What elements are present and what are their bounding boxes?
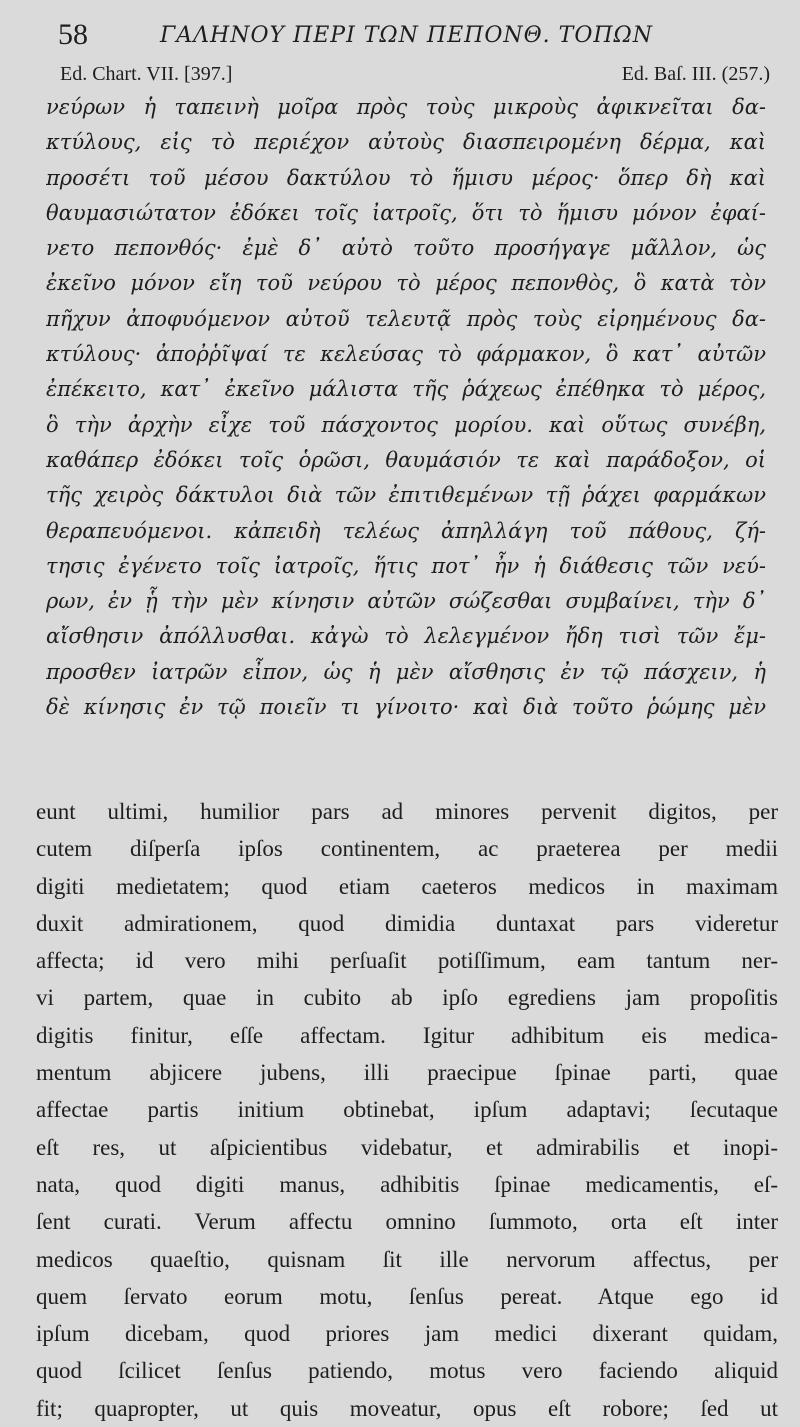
greek-text-line: νεύρων ἡ ταπεινὴ μοῖρα πρὸς τοὺς μικροὺς ἀφικνεῖται δα- xyxy=(46,95,766,119)
running-title: ΓΑΛΗΝΟΥ ΠΕΡΙ ΤΩΝ ΠΕΠΟΝΘ. ΤΟΠΩΝ xyxy=(160,23,654,48)
latin-text-line: vi partem, quae in cubito ab ipſo egrediens jam propoſitis xyxy=(36,985,778,1011)
latin-text-line: affecta; id vero mihi perſuaſit potiſſimum, eam tantum ner- xyxy=(36,948,778,974)
greek-text-line: νετο πεπονθός· ἐμὲ δ᾽ αὐτὸ τοῦτο προσήγαγε μᾶλλον, ὡς xyxy=(46,236,766,261)
latin-text-line: cutem diſperſa ipſos continentem, ac praeterea per medii xyxy=(36,836,778,862)
latin-text-line: fit; quapropter, ut quis moveatur, opus eſt robore; ſed ut xyxy=(36,1395,778,1421)
latin-text-line: affectae partis initium obtinebat, ipſum adaptavi; ſecutaque xyxy=(36,1097,778,1123)
latin-text-line: eunt ultimi, humilior pars ad minores pervenit digitos, per xyxy=(36,799,778,824)
latin-text-line: nata, quod digiti manus, adhibitis ſpinae medicamentis, eſ- xyxy=(36,1171,778,1197)
latin-text-line: digiti medietatem; quod etiam caeteros medicos in maximam xyxy=(36,873,778,899)
latin-text-line: ſent curati. Verum affectu omnino ſummoto, orta eſt inter xyxy=(36,1209,778,1235)
greek-text-line: τησις ἐγένετο τοῖς ἰατροῖς, ἥτις ποτ᾽ ἦν ἡ διάθεσις τῶν νεύ- xyxy=(46,553,766,578)
greek-text-line: ὃ τὴν ἀρχὴν εἶχε τοῦ πάσχοντος μορίου. καὶ οὕτως συνέβη, xyxy=(46,412,766,437)
greek-text-line: προσθεν ἰατρῶν εἶπον, ὡς ἡ μὲν αἴσθησις ἐν τῷ πάσχειν, ἡ xyxy=(46,659,766,684)
latin-text-line: digitis finitur, eſſe affectam. Igitur adhibitum eis medica- xyxy=(36,1022,778,1048)
edition-reference-right: Ed. Baſ. III. (257.) xyxy=(621,63,770,85)
greek-text-line: θαυμασιώτατον ἐδόκει τοῖς ἰατροῖς, ὅτι τὸ ἥμισυ μόνον ἐφαί- xyxy=(46,200,766,225)
greek-text-line: ἐκεῖνο μόνον εἴη τοῦ νεύρου τὸ μέρος πεπονθὸς, ὃ κατὰ τὸν xyxy=(46,271,766,296)
latin-text-line: eſt res, ut aſpicientibus videbatur, et admirabilis et inopi- xyxy=(36,1134,778,1160)
latin-text-block xyxy=(36,793,778,1427)
greek-text-line: ἐπέκειτο, κατ᾽ ἐκεῖνο μάλιστα τῆς ῥάχεως ἐπέθηκα τὸ μέρος, xyxy=(46,377,766,402)
latin-text-line: medicos quaeſtio, quisnam ſit ille nervorum affectus, per xyxy=(36,1246,778,1272)
greek-text-line: θεραπευόμενοι. κἀπειδὴ τελέως ἀπηλλάγη τοῦ πάθους, ζή- xyxy=(46,518,766,543)
greek-text-line: πῆχυν ἀποφυόμενον αὐτοῦ τελευτᾷ πρὸς τοὺς εἰρημένους δα- xyxy=(46,306,766,331)
latin-text-line: ipſum dicebam, quod priores jam medici dixerant quidam, xyxy=(36,1321,778,1347)
latin-text-line: duxit admirationem, quod dimidia duntaxat pars videretur xyxy=(36,910,778,936)
page-number: 58 xyxy=(58,18,88,51)
greek-text-line: δὲ κίνησις ἐν τῷ ποιεῖν τι γίνοιτο· καὶ διὰ τοῦτο ῥώμης μὲν xyxy=(46,695,766,720)
greek-text-line: κτύλους, εἰς τὸ περιέχον αὐτοὺς διασπειρομένη δέρμα, καὶ xyxy=(46,130,766,155)
page-header xyxy=(58,18,758,54)
greek-text-line: αἴσθησιν ἀπόλλυσθαι. κἀγὼ τὸ λελεγμένον ἤδη τισὶ τῶν ἔμ- xyxy=(46,624,766,649)
greek-text-line: καθάπερ ἐδόκει τοῖς ὁρῶσι, θαυμάσιόν τε καὶ παράδοξον, οἱ xyxy=(46,447,766,472)
greek-text-line: προσέτι τοῦ μέσου δακτύλου τὸ ἥμισυ μέρος· ὅπερ δὴ καὶ xyxy=(46,165,766,190)
greek-text-line: κτύλους· ἀποῤῥῖψαί τε κελεύσας τὸ φάρμακον, ὃ κατ᾽ αὐτῶν xyxy=(46,342,766,367)
latin-text-line: quem ſervato eorum motu, ſenſus pereat. Atque ego id xyxy=(36,1283,778,1309)
latin-text-line: quod ſcilicet ſenſus patiendo, motus vero faciendo aliquid xyxy=(36,1358,778,1384)
edition-reference-left: Ed. Chart. VII. [397.] xyxy=(60,63,233,85)
greek-text-block xyxy=(46,90,766,725)
greek-text-line: ρων, ἐν ᾗ τὴν μὲν κίνησιν αὐτῶν σώζεσθαι συμβαίνει, τὴν δ᾽ xyxy=(46,589,766,614)
greek-text-line: τῆς χειρὸς δάκτυλοι διὰ τῶν ἐπιτιθεμένων τῇ ῥάχει φαρμάκων xyxy=(46,483,766,508)
latin-text-line: mentum abjicere jubens, illi praecipue ſpinae parti, quae xyxy=(36,1060,778,1086)
